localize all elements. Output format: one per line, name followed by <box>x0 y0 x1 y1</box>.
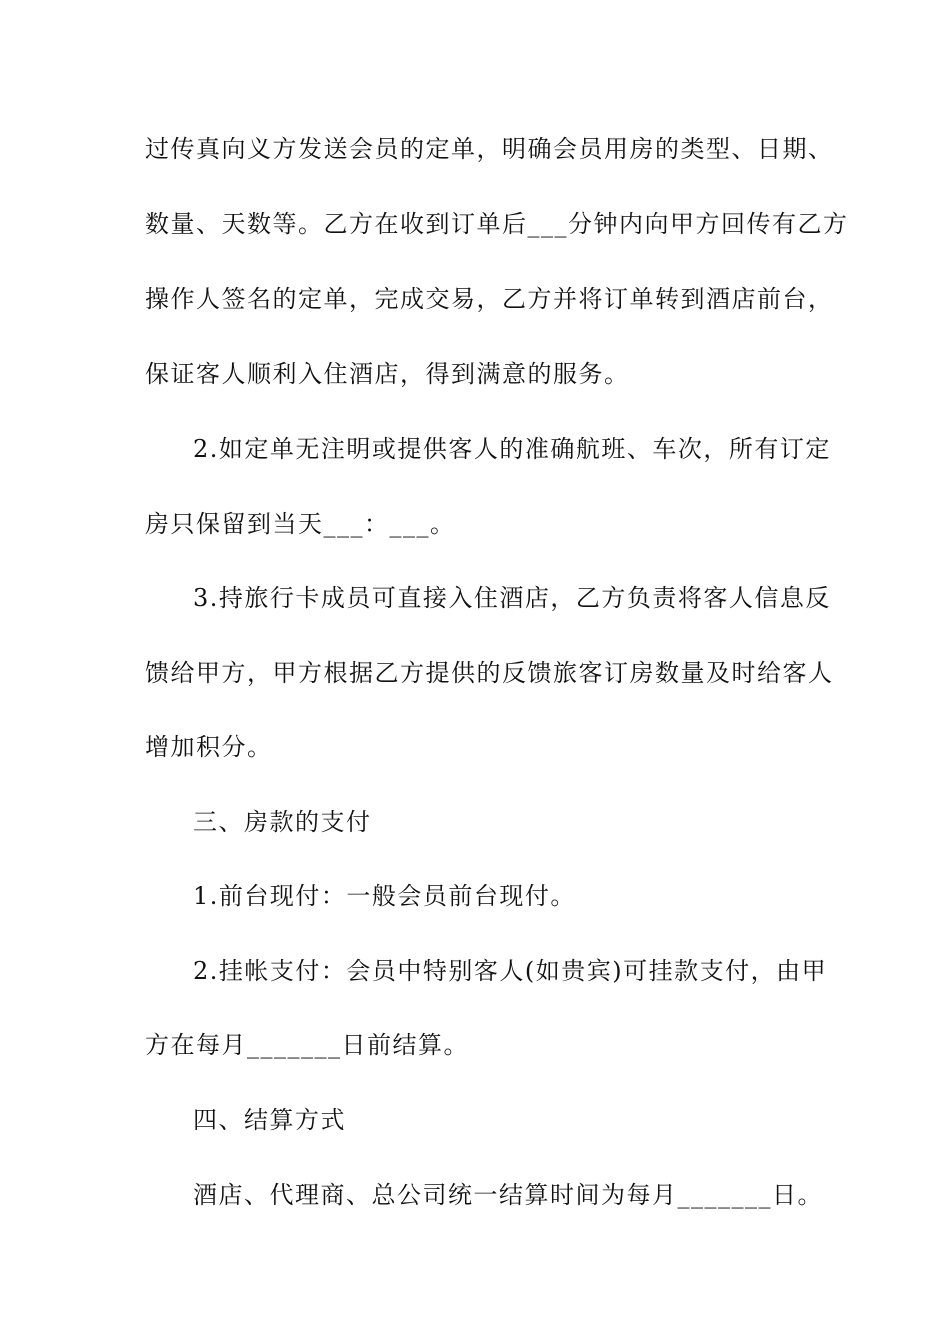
paragraph-line: 房只保留到当天___：___。 <box>145 510 456 538</box>
paragraph-line: 3.持旅行卡成员可直接入住酒店，乙方负责将客人信息反 <box>193 584 831 612</box>
paragraph-line: 方在每月_______日前结算。 <box>145 1031 469 1059</box>
paragraph-line: 2.挂帐支付：会员中特别客人(如贵宾)可挂款支付，由甲 <box>193 957 828 985</box>
paragraph-line: 过传真向义方发送会员的定单，明确会员用房的类型、日期、 <box>145 135 834 163</box>
paragraph-line: 馈给甲方，甲方根据乙方提供的反馈旅客订房数量及时给客人 <box>145 659 834 687</box>
paragraph-line: 操作人签名的定单，完成交易，乙方并将订单转到酒店前台， <box>145 285 834 313</box>
section-heading: 四、结算方式 <box>193 1106 346 1134</box>
paragraph-line: 2.如定单无注明或提供客人的准确航班、车次，所有订定 <box>193 435 831 463</box>
section-heading: 三、房款的支付 <box>193 808 372 836</box>
paragraph-line: 酒店、代理商、总公司统一结算时间为每月_______日。 <box>193 1181 823 1209</box>
paragraph-line: 增加积分。 <box>145 733 273 761</box>
paragraph-line: 1.前台现付：一般会员前台现付。 <box>193 882 576 910</box>
paragraph-line: 保证客人顺利入住酒店，得到满意的服务。 <box>145 360 630 388</box>
paragraph-line: 数量、天数等。乙方在收到订单后___分钟内向甲方回传有乙方 <box>145 210 849 238</box>
